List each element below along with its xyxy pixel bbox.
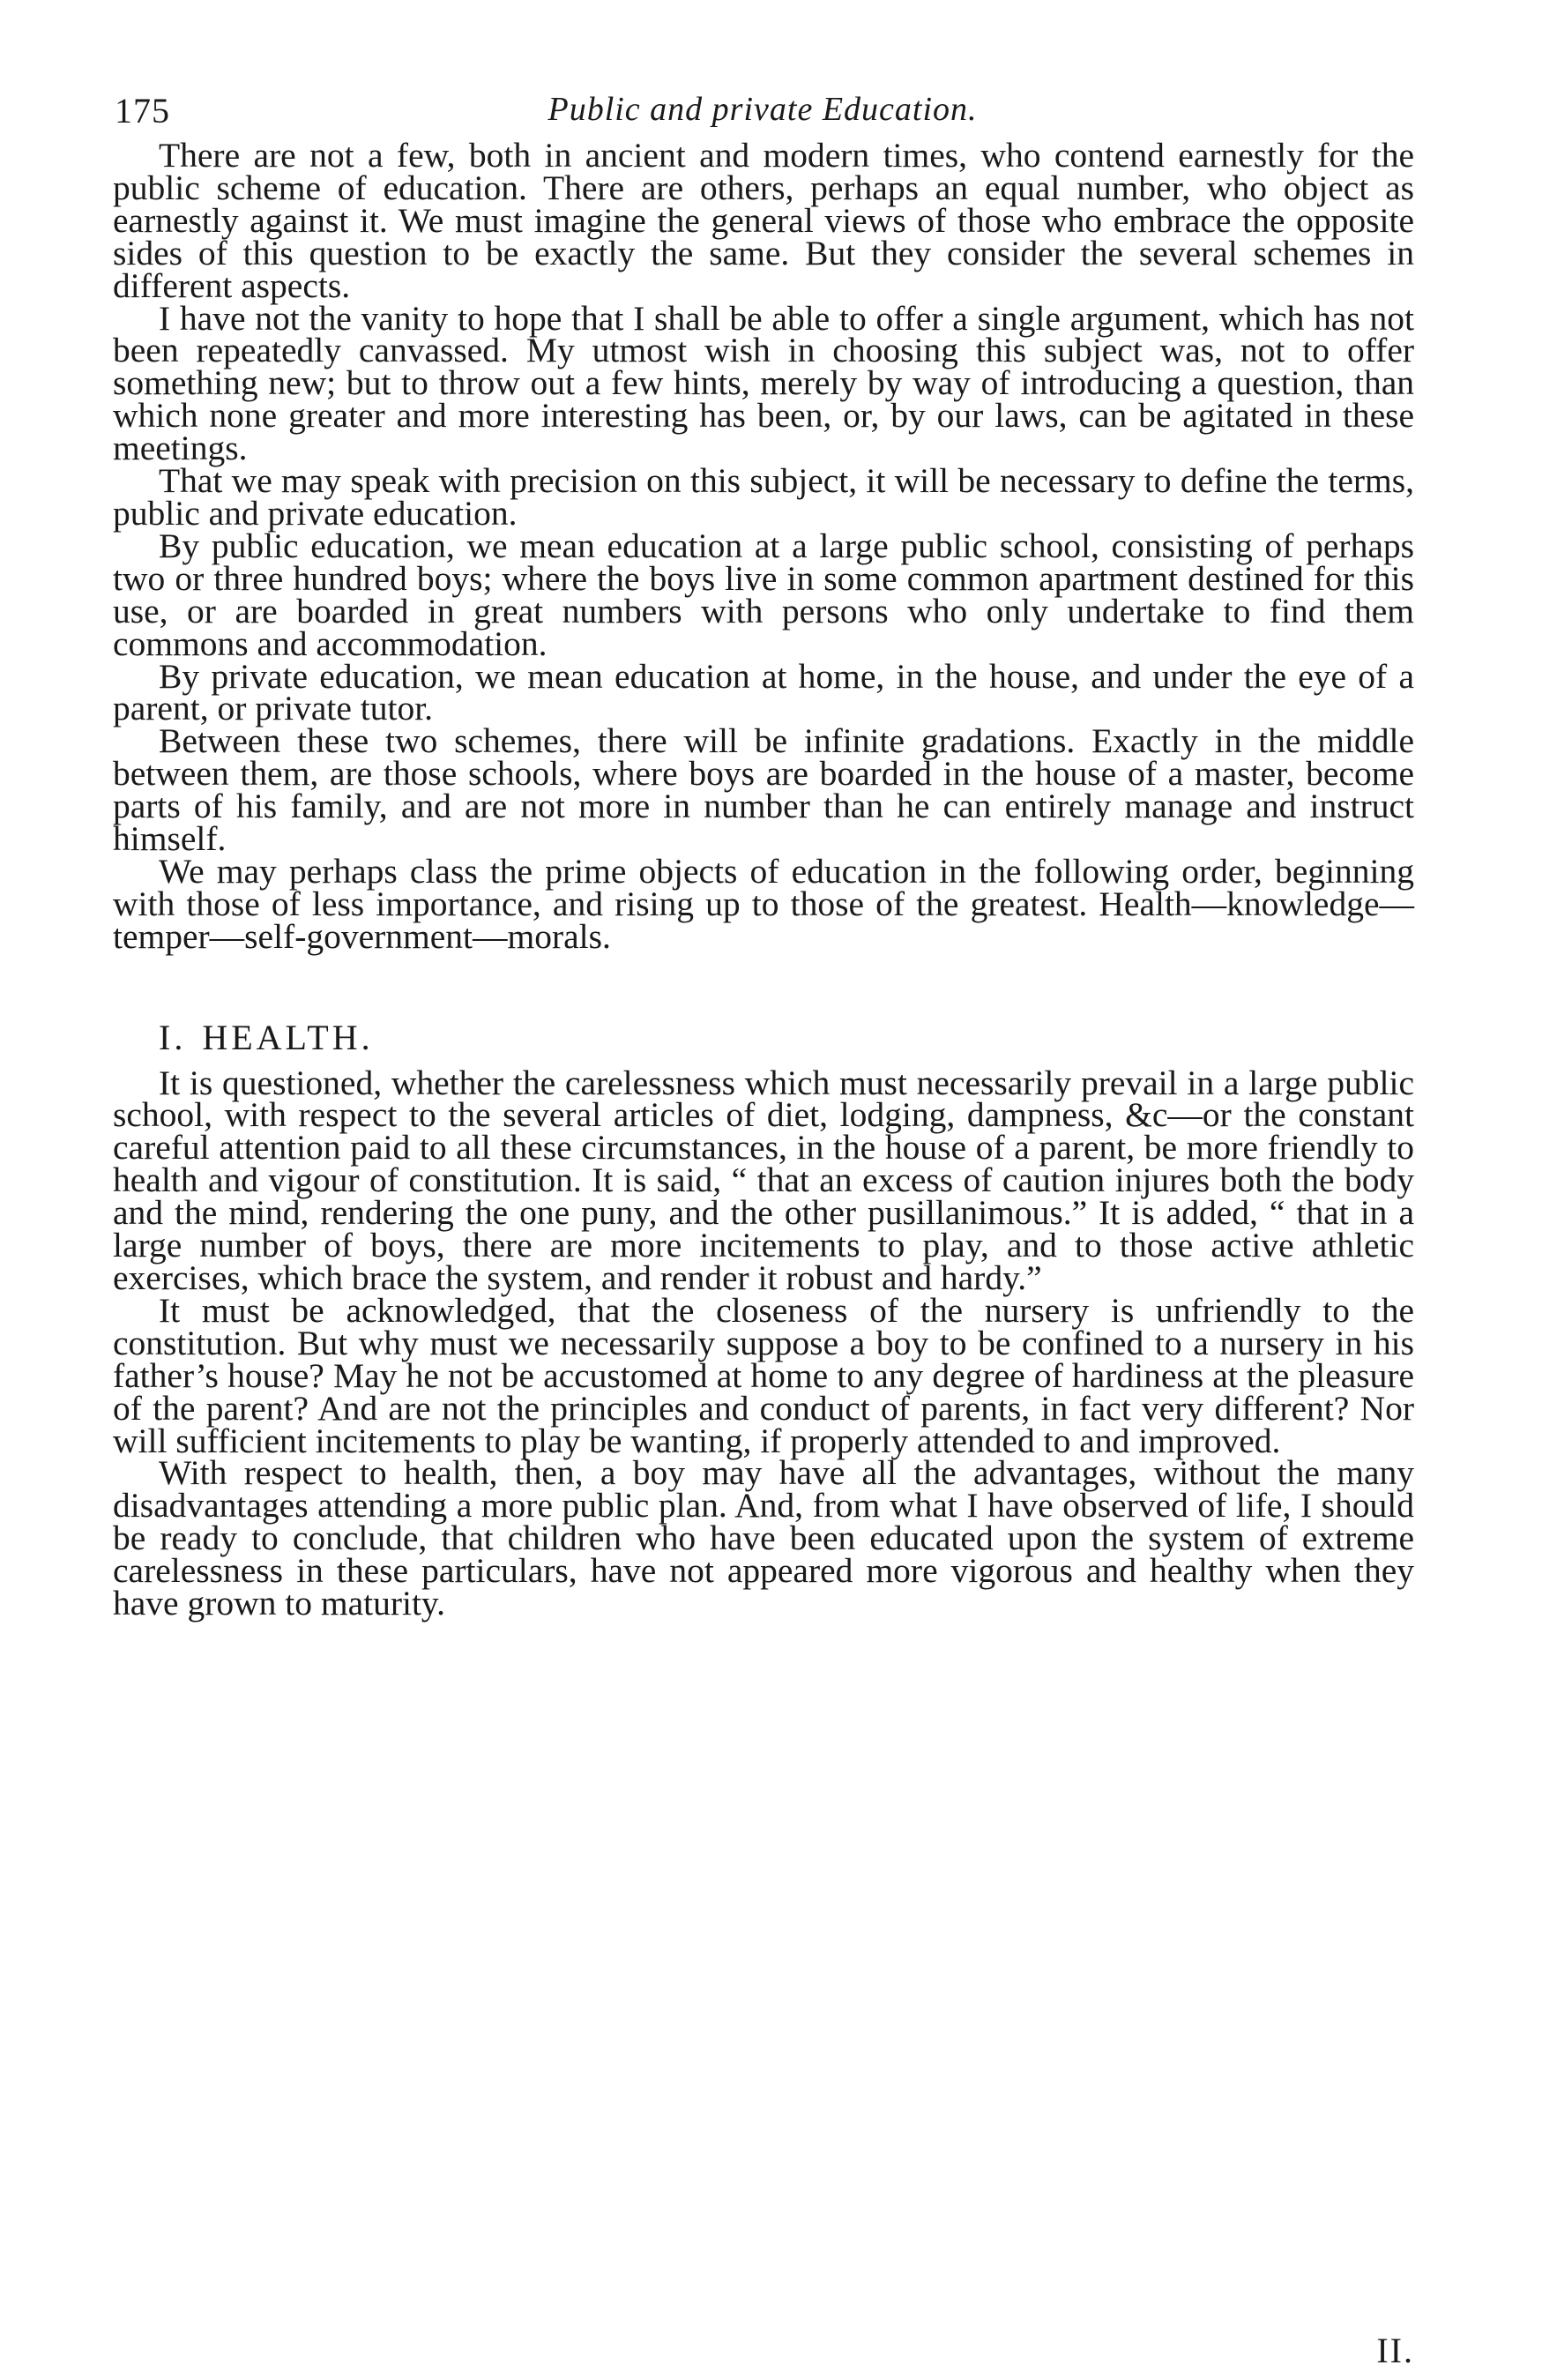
paragraph: We may perhaps class the prime objects of education in the following order, beginning with those of less importance, and rising up to those of the greatest. Health—knowledge—temper—self-government—morals. [113,851,1414,956]
paragraph: There are not a few, both in ancient and modern times, who contend earnestly for the public scheme of education. There are others, perhaps an equal number, who object as earnestly against it. We must imagine the general views of those who embrace the opposite sides of this question to be exactly the same. But they consider the several schemes in different aspects. [113,136,1414,305]
paragraph: Between these two schemes, there will be infinite gradations. Exactly in the middle between them, are those schools, where boys are boarded in the house of a master, become parts of his family, and are not more in number than he can entirely manage and instruct himself. [113,721,1414,859]
paragraph: That we may speak with precision on this subject, it will be necessary to define the terms, public and private education. [113,461,1414,533]
paragraph: It must be acknowledged, that the closeness of the nursery is unfriendly to the constitution. But why must we necessarily suppose a boy to be confined to a nursery in his father’s house? May he not be accustomed at home to any degree of hardiness at the pleasure of the parent? And are not the principles and conduct of parents, in fact very different? Nor will sufficient incitements to play be wanting, if properly attended to and improved. [113,1290,1414,1460]
section-numeral: I. [159,1017,187,1057]
paragraph: I have not the vanity to hope that I shall be able to offer a single argument, which has not been repeatedly canvassed. My utmost wish in choosing this subject was, not to offer something new; but to throw out a few hints, merely by way of introducing a question, than which none greater and more interesting has been, or, by our laws, can be agitated in these meetings. [113,298,1414,468]
paragraph: By public education, we mean education at a large public school, consisting of perhaps two or three hundred boys; where the boys live in some common apartment destined for this use, or are boarded in great numbers with persons who only undertake to find them commons and accommodation. [113,526,1414,663]
paragraph: By private education, we mean education at home, in the house, and under the eye of a parent, or private tutor. [113,656,1414,728]
body-text [113,136,1414,1623]
page-header [115,90,1411,143]
paragraph: With respect to health, then, a boy may have all the advantages, without the many disadvantages attending a more public plan. And, from what I have observed of life, I should be ready to conclude, that children who have been educated upon the system of extreme carelessness in these particulars, have not appeared more vigorous and healthy when they have grown to maturity. [113,1453,1414,1623]
page-number: 175 [115,91,170,131]
section-title: HEALTH. [202,1017,374,1057]
paragraph: It is questioned, whether the carelessness which must necessarily prevail in a large public school, with respect to the several articles of diet, lodging, dampness, &c—or the constant careful attention paid to all these circumstances, in the house of a parent, be more friendly to health and vigour of constitution. It is said, “ that an excess of caution injures both the body and the mind, rendering the one puny, and the other pusillanimous.” It is added, “ that in a large number of boys, there are more incitements to play, and to those active athletic exercises, which brace the system, and render it robust and hardy.” [113,1063,1414,1297]
catchword: II. [1376,2331,1414,2370]
section-heading [159,1017,1414,1057]
running-head: Public and private Education. [548,91,978,128]
